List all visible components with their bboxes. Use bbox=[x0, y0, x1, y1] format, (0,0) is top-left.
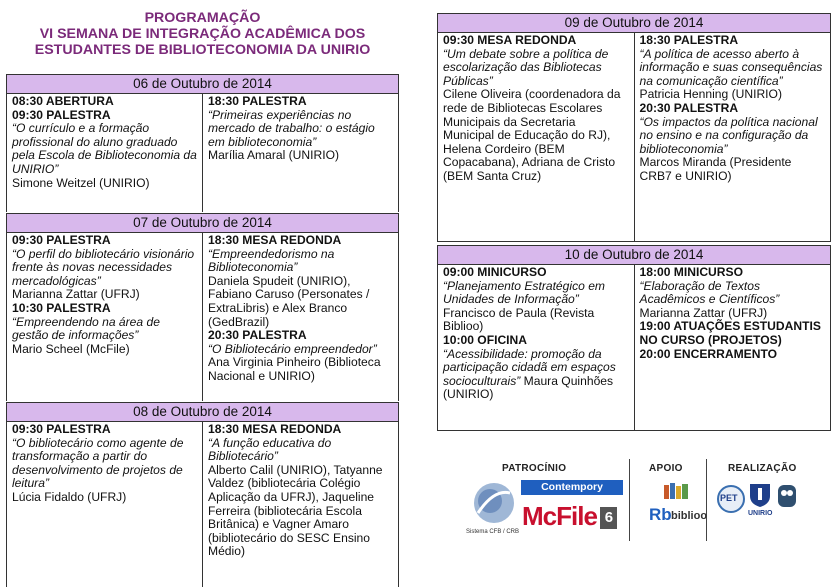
session-speaker: Alberto Calil (UNIRIO), Tatyanne Valdez (bibliotecária Colégio Aplicação da UFRJ), Jaqueline Ferreira (bibliotecária Escola Britânica) e Vagner Amaro (bibliotecário do SESC Ensino Médio) bbox=[208, 462, 383, 559]
day-cell-left bbox=[7, 422, 202, 587]
session-time: 09:00 MINICURSO bbox=[443, 265, 547, 279]
day-10-block bbox=[437, 245, 831, 431]
biblioo-logo: biblioo bbox=[671, 510, 708, 522]
session-talk: “O perfil do bibliotecário visionário frente às novas necessidades mercadológicas” bbox=[12, 246, 195, 288]
contempory-logo bbox=[521, 480, 623, 495]
session-speaker: Daniela Spudeit (UNIRIO), Fabiano Caruso (Personates / ExtraLibris) e Alex Branco (GedBrazil) bbox=[208, 273, 370, 329]
day-cell-left bbox=[438, 265, 634, 430]
day-header: 07 de Outubro de 2014 bbox=[6, 213, 399, 233]
day-cell-right bbox=[634, 265, 831, 430]
session-talk: “Empreendedorismo na Biblioteconomia” bbox=[208, 246, 335, 275]
day-header: 10 de Outubro de 2014 bbox=[437, 245, 831, 265]
day-header: 09 de Outubro de 2014 bbox=[437, 13, 831, 33]
session-speaker: Mario Scheel (McFile) bbox=[12, 341, 130, 356]
contempory-label: Contempory bbox=[541, 481, 603, 493]
session-speaker: Ana Virginia Pinheiro (Biblioteca Nacional e UNIRIO) bbox=[208, 355, 381, 383]
apoio-label: APOIO bbox=[649, 463, 683, 474]
mcfile-logo bbox=[522, 500, 617, 532]
rb-logo: Rb bbox=[649, 505, 672, 524]
unirio-label: UNIRIO bbox=[748, 510, 773, 517]
session-time: 09:30 MESA REDONDA bbox=[443, 33, 577, 47]
day-07-block bbox=[6, 213, 399, 401]
day-cell-right bbox=[202, 233, 398, 401]
session-time: 09:30 PALESTRA bbox=[12, 422, 111, 436]
session-time: 09:30 PALESTRA bbox=[12, 233, 111, 247]
session-time: 18:30 MESA REDONDA bbox=[208, 422, 342, 436]
session-time: 10:00 OFICINA bbox=[443, 332, 528, 347]
session-speaker: Maura Quinhões (UNIRIO) bbox=[443, 373, 614, 402]
sponsor-divider bbox=[629, 459, 630, 541]
day-08-block bbox=[6, 402, 399, 587]
unirio-shield-icon bbox=[748, 482, 772, 508]
session-speaker: Simone Weitzel (UNIRIO) bbox=[12, 175, 150, 190]
title-line-1: PROGRAMAÇÃO bbox=[144, 10, 261, 26]
realizacao-label: REALIZAÇÃO bbox=[728, 463, 797, 474]
day-06-block bbox=[6, 74, 399, 212]
pet-label: PET bbox=[720, 493, 738, 503]
sponsor-divider bbox=[706, 459, 707, 541]
session-time: 20:30 PALESTRA bbox=[208, 328, 307, 343]
session-time: 08:30 ABERTURA bbox=[12, 94, 114, 108]
owl-mascot-icon bbox=[776, 481, 798, 509]
sistema-cfb-crb-logo bbox=[470, 479, 518, 527]
title-line-2: VI SEMANA DE INTEGRAÇÃO ACADÊMICA DOS bbox=[39, 26, 366, 42]
session-speaker: Marianna Zattar (UFRJ) bbox=[12, 287, 140, 302]
session-talk: “O currículo e a formação profissional do aluno graduado pela Escola de Biblioteconomia da UNIRIO” bbox=[12, 121, 197, 176]
day-cell-left bbox=[7, 233, 202, 401]
session-talk: “Empreendendo na área de gestão de informações” bbox=[12, 314, 160, 343]
session-talk: “A função educativa do Bibliotecário” bbox=[208, 435, 332, 464]
session-talk: “O Bibliotecário empreendedor” bbox=[208, 341, 377, 356]
mcfile-number: 6 bbox=[600, 507, 617, 529]
session-time: 18:30 PALESTRA bbox=[639, 33, 739, 47]
sistema-label: Sistema CFB / CRB bbox=[466, 529, 520, 535]
day-cell-left bbox=[7, 94, 202, 212]
day-09-block bbox=[437, 13, 831, 242]
session-speaker: Patricia Henning (UNIRIO) bbox=[639, 87, 782, 102]
page-title bbox=[6, 10, 399, 58]
session-speaker: Marcos Miranda (Presidente CRB7 e UNIRIO) bbox=[639, 155, 792, 183]
session-speaker: Cilene Oliveira (coordenadora da rede de Bibliotecas Escolares Municipais da Secretaria Municipal de Educação do RJ), Helena Cordeiro (BEM Copacabana), Adriana de Cristo (BEM Santa Cruz) bbox=[443, 87, 621, 183]
day-cell-right bbox=[634, 33, 831, 241]
session-speaker: Francisco de Paula (Revista Biblioo) bbox=[443, 305, 595, 334]
session-speaker: Lúcia Fidaldo (UFRJ) bbox=[12, 489, 127, 504]
session-talk: “Primeiras experiências no mercado de trabalho: o estágio em biblioteconomia” bbox=[208, 107, 375, 149]
session-time: 18:30 MESA REDONDA bbox=[208, 233, 342, 247]
session-talk: “Os impactos da política nacional no ensino e na configuração da biblioteconomia” bbox=[639, 114, 818, 156]
session-speaker: Marianna Zattar (UFRJ) bbox=[639, 305, 768, 320]
session-talk: “Um debate sobre a política de escolarização das Bibliotecas Públicas” bbox=[443, 46, 609, 88]
session-talk: “Acessibilidade: promoção da participação cidadã em espaços socioculturais” bbox=[443, 346, 616, 388]
session-time: 09:30 PALESTRA bbox=[12, 107, 111, 122]
session-talk: “Planejamento Estratégico em Unidades de Informação” bbox=[443, 278, 606, 307]
patrocinio-label: PATROCÍNIO bbox=[502, 463, 567, 474]
session-talk: “Elaboração de Textos Acadêmicos e Científicos” bbox=[639, 278, 780, 307]
day-cell-right bbox=[202, 422, 398, 587]
day-header: 08 de Outubro de 2014 bbox=[6, 402, 399, 422]
session-time: 20:00 ENCERRAMENTO bbox=[639, 346, 778, 361]
day-cell-right bbox=[202, 94, 398, 212]
session-time: 18:00 MINICURSO bbox=[639, 265, 743, 279]
session-talk: “A política de acesso aberto à informação e suas consequências na comunicação científica” bbox=[639, 46, 823, 88]
session-time: 20:30 PALESTRA bbox=[639, 100, 739, 115]
session-speaker: Marília Amaral (UNIRIO) bbox=[208, 148, 340, 163]
session-talk: “O bibliotecário como agente de transformação a partir do desenvolvimento de projetos de leitura” bbox=[12, 435, 184, 491]
sponsors-block bbox=[466, 455, 826, 565]
session-time: 19:00 ATUAÇÕES ESTUDANTIS NO CURSO (PROJETOS) bbox=[639, 319, 821, 347]
mcfile-label: McFile bbox=[522, 501, 597, 531]
title-line-3: ESTUDANTES DE BIBLIOTECONOMIA DA UNIRIO bbox=[34, 42, 371, 58]
session-time: 10:30 PALESTRA bbox=[12, 300, 111, 315]
day-header: 06 de Outubro de 2014 bbox=[6, 74, 399, 94]
session-time: 18:30 PALESTRA bbox=[208, 94, 307, 108]
biblioo-books-icon bbox=[664, 483, 690, 499]
day-cell-left bbox=[438, 33, 634, 241]
